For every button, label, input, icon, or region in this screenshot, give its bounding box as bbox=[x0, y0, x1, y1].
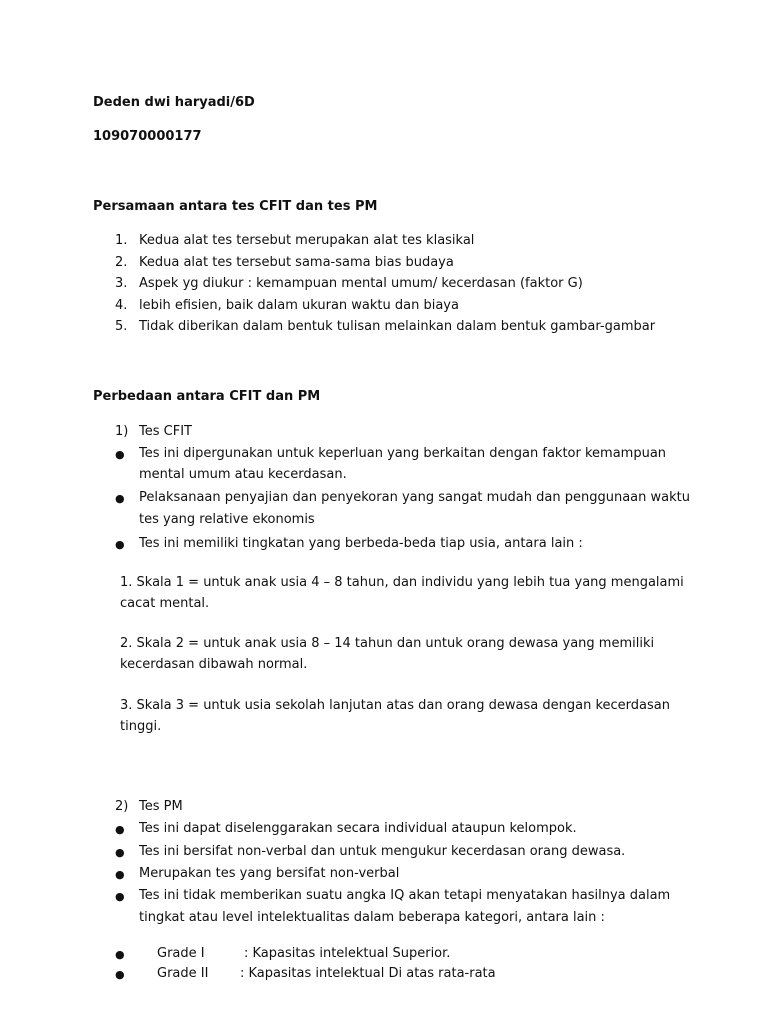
grade-description: : Kapasitas intelektual Superior. bbox=[244, 946, 451, 961]
grade-description: : Kapasitas intelektual Di atas rata-rata bbox=[240, 966, 496, 981]
student-id: 109070000177 bbox=[93, 129, 202, 144]
scale-text-line1: 2. Skala 2 = untuk anak usia 8 – 14 tahun dan untuk orang dewasa yang memiliki bbox=[120, 636, 655, 651]
bullet-text-line2: mental umum atau kecerdasan. bbox=[139, 467, 347, 482]
author-name: Deden dwi haryadi/6D bbox=[93, 95, 255, 110]
bullet-icon: ● bbox=[115, 968, 125, 981]
subsection-title: Tes CFIT bbox=[139, 424, 192, 439]
bullet-text-line1: Pelaksanaan penyajian dan penyekoran yang sangat mudah dan penggunaan waktu bbox=[139, 490, 690, 505]
scale-text-line2: kecerdasan dibawah normal. bbox=[120, 657, 308, 672]
grade-label: Grade II bbox=[157, 966, 209, 981]
list-number: 5. bbox=[115, 319, 128, 334]
list-item-text: Kedua alat tes tersebut sama-sama bias budaya bbox=[139, 255, 454, 270]
list-number: 3. bbox=[115, 276, 128, 291]
scale-text-line1: 3. Skala 3 = untuk usia sekolah lanjutan atas dan orang dewasa dengan kecerdasan bbox=[120, 698, 670, 713]
subsection-number: 1) bbox=[115, 424, 129, 439]
scale-text-line1: 1. Skala 1 = untuk anak usia 4 – 8 tahun, dan individu yang lebih tua yang mengalami bbox=[120, 575, 684, 590]
list-number: 1. bbox=[115, 233, 128, 248]
list-item-text: lebih efisien, baik dalam ukuran waktu dan biaya bbox=[139, 298, 459, 313]
list-item-text: Kedua alat tes tersebut merupakan alat tes klasikal bbox=[139, 233, 475, 248]
bullet-icon: ● bbox=[115, 448, 125, 461]
scale-text-line2: tinggi. bbox=[120, 719, 162, 734]
bullet-icon: ● bbox=[115, 823, 125, 836]
grade-label: Grade I bbox=[157, 946, 205, 961]
bullet-text-line2: tes yang relative ekonomis bbox=[139, 512, 315, 527]
bullet-text-line1: Tes ini memiliki tingkatan yang berbeda-beda tiap usia, antara lain : bbox=[139, 536, 583, 551]
list-item-text: Tidak diberikan dalam bentuk tulisan melainkan dalam bentuk gambar-gambar bbox=[139, 319, 656, 334]
section-heading-persamaan: Persamaan antara tes CFIT dan tes PM bbox=[93, 199, 378, 214]
list-item-text: Aspek yg diukur : kemampuan mental umum/ kecerdasan (faktor G) bbox=[139, 276, 583, 291]
section-heading-perbedaan: Perbedaan antara CFIT dan PM bbox=[93, 389, 321, 404]
scale-text-line2: cacat mental. bbox=[120, 596, 210, 611]
bullet-icon: ● bbox=[115, 492, 125, 505]
bullet-text-line1: Tes ini bersifat non-verbal dan untuk mengukur kecerdasan orang dewasa. bbox=[139, 844, 626, 859]
bullet-text-line1: Merupakan tes yang bersifat non-verbal bbox=[139, 866, 400, 881]
subsection-number: 2) bbox=[115, 799, 129, 814]
bullet-text-line1: Tes ini tidak memberikan suatu angka IQ akan tetapi menyatakan hasilnya dalam bbox=[139, 888, 671, 903]
list-number: 2. bbox=[115, 255, 128, 270]
list-number: 4. bbox=[115, 298, 128, 313]
subsection-title: Tes PM bbox=[139, 799, 183, 814]
bullet-text-line2: tingkat atau level intelektualitas dalam beberapa kategori, antara lain : bbox=[139, 910, 605, 925]
bullet-text-line1: Tes ini dapat diselenggarakan secara individual ataupun kelompok. bbox=[139, 821, 577, 836]
bullet-icon: ● bbox=[115, 948, 125, 961]
bullet-text-line1: Tes ini dipergunakan untuk keperluan yang berkaitan dengan faktor kemampuan bbox=[139, 446, 667, 461]
bullet-icon: ● bbox=[115, 538, 125, 551]
bullet-icon: ● bbox=[115, 890, 125, 903]
bullet-icon: ● bbox=[115, 846, 125, 859]
bullet-icon: ● bbox=[115, 868, 125, 881]
